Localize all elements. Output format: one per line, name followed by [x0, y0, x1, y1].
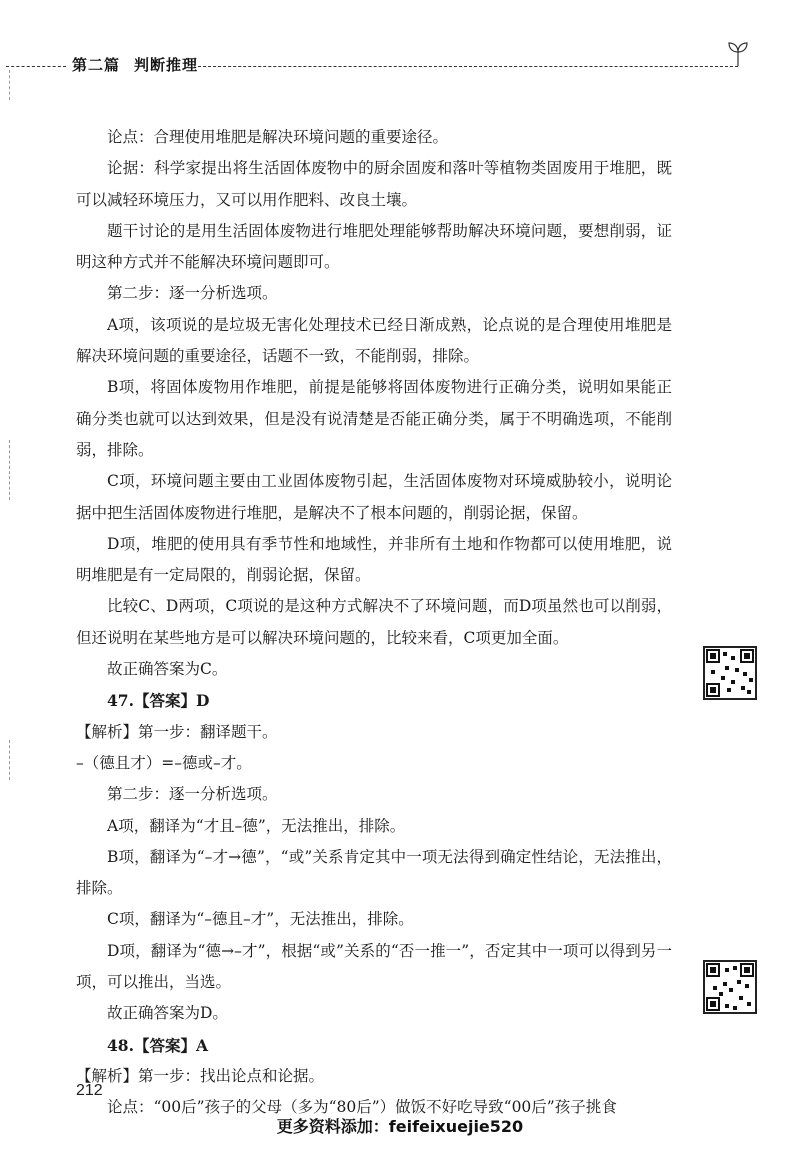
paragraph: 比较C、D两项，C项说的是这种方式解决不了环境问题，而D项虽然也可以削弱，但还说明在某些地方是可以解决环境问题的，比较来看，C项更加全面。: [76, 597, 672, 647]
paragraph: 论据：科学家提出将生活固体废物中的厨余固废和落叶等植物类固废用于堆肥，既可以减轻环境压力，又可以用作肥料、改良土壤。: [76, 159, 672, 209]
paragraph: –（德且才）=–德或–才。: [76, 753, 252, 772]
margin-mark: [9, 70, 10, 100]
qr-code-icon: [703, 646, 757, 700]
paragraph: 论点：“00后”孩子的父母（多为“80后”）做饭不好吃导致“00后”孩子挑食: [107, 1098, 617, 1117]
page-header: [0, 50, 800, 80]
paragraph: 【解析】第一步：翻译题干。: [76, 722, 278, 741]
paragraph: 故正确答案为D。: [107, 1004, 228, 1023]
paragraph: 故正确答案为C。: [107, 660, 228, 679]
header-rule-right: [198, 66, 738, 67]
answer-explanation-body: [76, 122, 672, 1124]
paragraph: D项，翻译为“德→–才”，根据“或”关系的“否一推一”，否定其中一项可以得到另一项，可以推出，当选。: [76, 941, 672, 992]
paragraph: 题干讨论的是用生活固体废物进行堆肥处理能够帮助解决环境问题，要想削弱，证明这种方式并不能解决环境问题即可。: [76, 221, 672, 272]
paragraph: B项，将固体废物用作堆肥，前提是能够将固体废物进行正确分类，说明如果能正确分类也就可以达到效果，但是没有说清楚是否能正确分类，属于不明确选项，不能削弱，排除。: [76, 378, 672, 459]
paragraph: C项，环境问题主要由工业固体废物引起，生活固体废物对环境威胁较小，说明论据中把生活固体废物进行堆肥，是解决不了根本问题的，削弱论据，保留。: [76, 472, 672, 522]
margin-mark: [9, 440, 10, 500]
paragraph: D项，堆肥的使用具有季节性和地域性，并非所有土地和作物都可以使用堆肥，说明堆肥是有一定局限的，削弱论据，保留。: [76, 534, 672, 585]
paragraph: B项，翻译为“–才→德”，“或”关系肯定其中一项无法得到确定性结论，无法推出，排除。: [76, 847, 672, 898]
paragraph: 第二步：逐一分析选项。: [107, 284, 278, 303]
paragraph: 【解析】第一步：找出论点和论据。: [76, 1066, 325, 1085]
paragraph: 47.【答案】D: [107, 691, 210, 711]
header-rule-left: [6, 66, 66, 67]
paragraph: 48.【答案】A: [107, 1035, 208, 1055]
header-part: 第二篇: [72, 56, 121, 74]
footer-note: 更多资料添加：feifeixuejie520: [276, 1117, 524, 1136]
qr-code-icon: [703, 960, 757, 1014]
paragraph: 第二步：逐一分析选项。: [107, 785, 278, 804]
sprout-icon: [726, 38, 750, 68]
margin-mark: [9, 740, 10, 780]
paragraph: A项，翻译为“才且–德”，无法推出，排除。: [107, 816, 406, 835]
paragraph: 论点：合理使用堆肥是解决环境问题的重要途径。: [107, 128, 449, 146]
page-number: 212: [76, 1082, 103, 1099]
paragraph: C项，翻译为“–德且–才”，无法推出，排除。: [107, 910, 414, 929]
paragraph: A项，该项说的是垃圾无害化处理技术已经日渐成熟，论点说的是合理使用堆肥是解决环境问题的重要途径，话题不一致，不能削弱，排除。: [76, 315, 672, 366]
header-title: [72, 54, 198, 75]
header-section: 判断推理: [134, 56, 199, 74]
